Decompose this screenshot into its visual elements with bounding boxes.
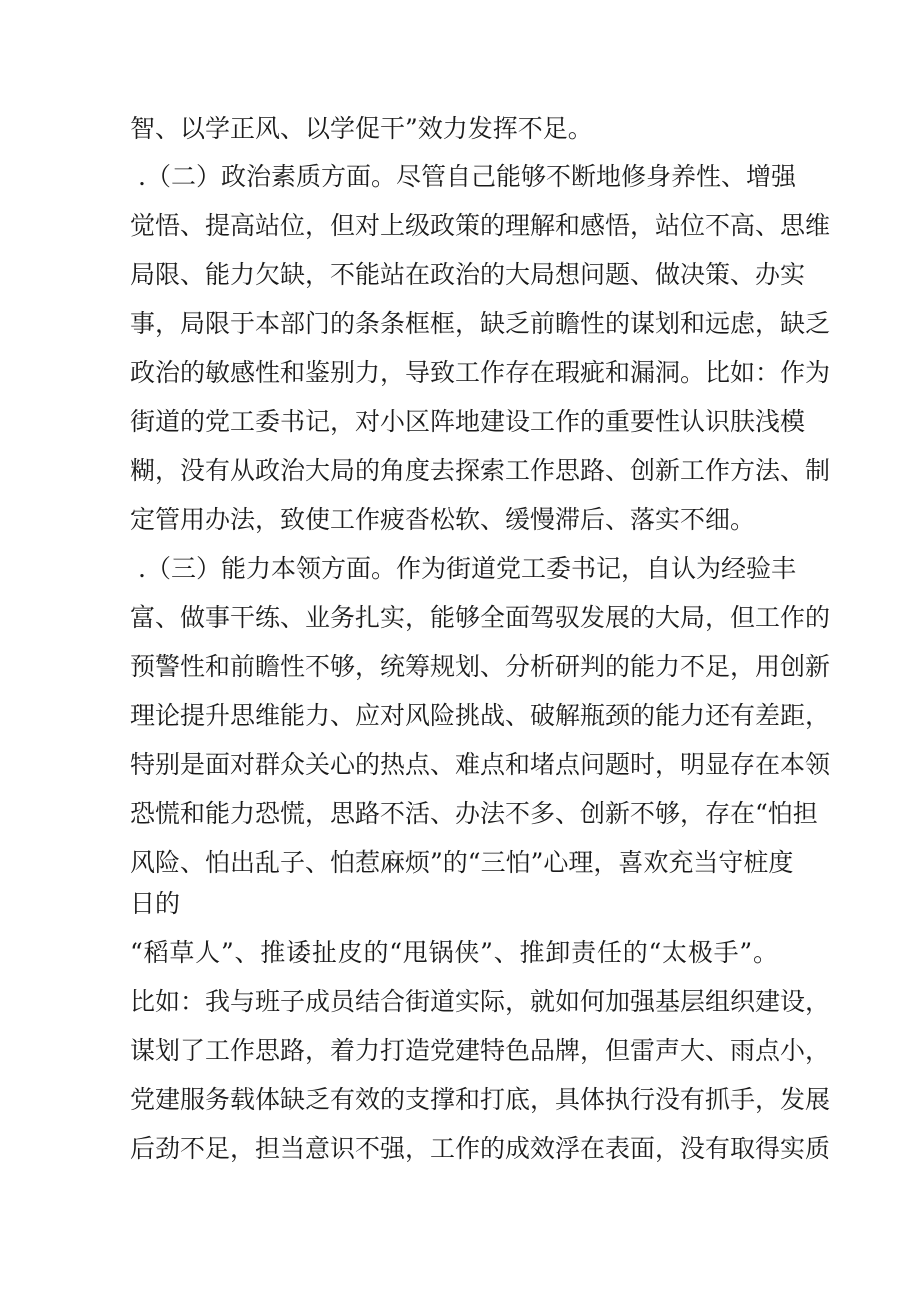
text-line-22: 后劲不足，担当意识不强，工作的成效浮在表面，没有取得实质 — [130, 1134, 831, 1163]
text-line-8: 糊，没有从政治大局的角度去探索工作思路、创新工作方法、制 — [130, 456, 831, 485]
text-line-9: 定管用办法，致使工作疲沓松软、缓慢滞后、落实不细。 — [130, 505, 756, 534]
text-line-6: 政治的敏感性和鉴别力，导致工作存在瑕疵和漏洞。比如：作为 — [130, 358, 831, 387]
text-line-15: 恐慌和能力恐慌，思路不活、办法不多、创新不够，存在“怕担 — [130, 799, 818, 828]
text-line-5: 事，局限于本部门的条条框框，缺乏前瞻性的谋划和远虑，缺乏 — [130, 309, 831, 338]
text-line-18: “稻草人”、推诿扯皮的“甩锅侠”、推卸责任的“太极手”。 — [130, 938, 778, 967]
text-line-3: 觉悟、提高站位，但对上级政策的理解和感悟，站位不高、思维 — [130, 211, 831, 240]
text-line-17: 日的 — [130, 889, 181, 918]
text-line-11: 富、做事干练、业务扎实，能够全面驾驭发展的大局，但工作的 — [130, 603, 831, 632]
text-line-13: 理论提升思维能力、应对风险挑战、破解瓶颈的能力还有差距， — [130, 701, 831, 730]
text-line-20: 谋划了工作思路，着力打造党建特色品牌，但雷声大、雨点小， — [130, 1036, 831, 1065]
text-line-7: 街道的党工委书记，对小区阵地建设工作的重要性认识肤浅模 — [130, 407, 806, 436]
section-heading-ability: .（三）能力本领方面。作为街道党工委书记，自认为经验丰 — [138, 554, 796, 583]
text-line-4: 局限、能力欠缺，不能站在政治的大局想问题、做决策、办实 — [130, 260, 806, 289]
text-line-1: 智、以学正风、以学促干”效力发挥不足。 — [130, 114, 593, 143]
section-heading-political-quality: .（二）政治素质方面。尽管自己能够不断地修身养性、增强 — [138, 162, 796, 191]
text-line-19: 比如：我与班子成员结合街道实际，就如何加强基层组织建设， — [130, 987, 831, 1016]
text-line-14: 特别是面对群众关心的热点、难点和堵点问题时，明显存在本领 — [130, 750, 831, 779]
text-line-12: 预警性和前瞻性不够，统筹规划、分析研判的能力不足，用创新 — [130, 652, 831, 681]
text-line-16: 风险、怕出乱子、怕惹麻烦”的“三怕”心理，喜欢充当守桩度 — [130, 848, 794, 877]
text-line-21: 党建服务载体缺乏有效的支撑和打底，具体执行没有抓手，发展 — [130, 1085, 831, 1114]
